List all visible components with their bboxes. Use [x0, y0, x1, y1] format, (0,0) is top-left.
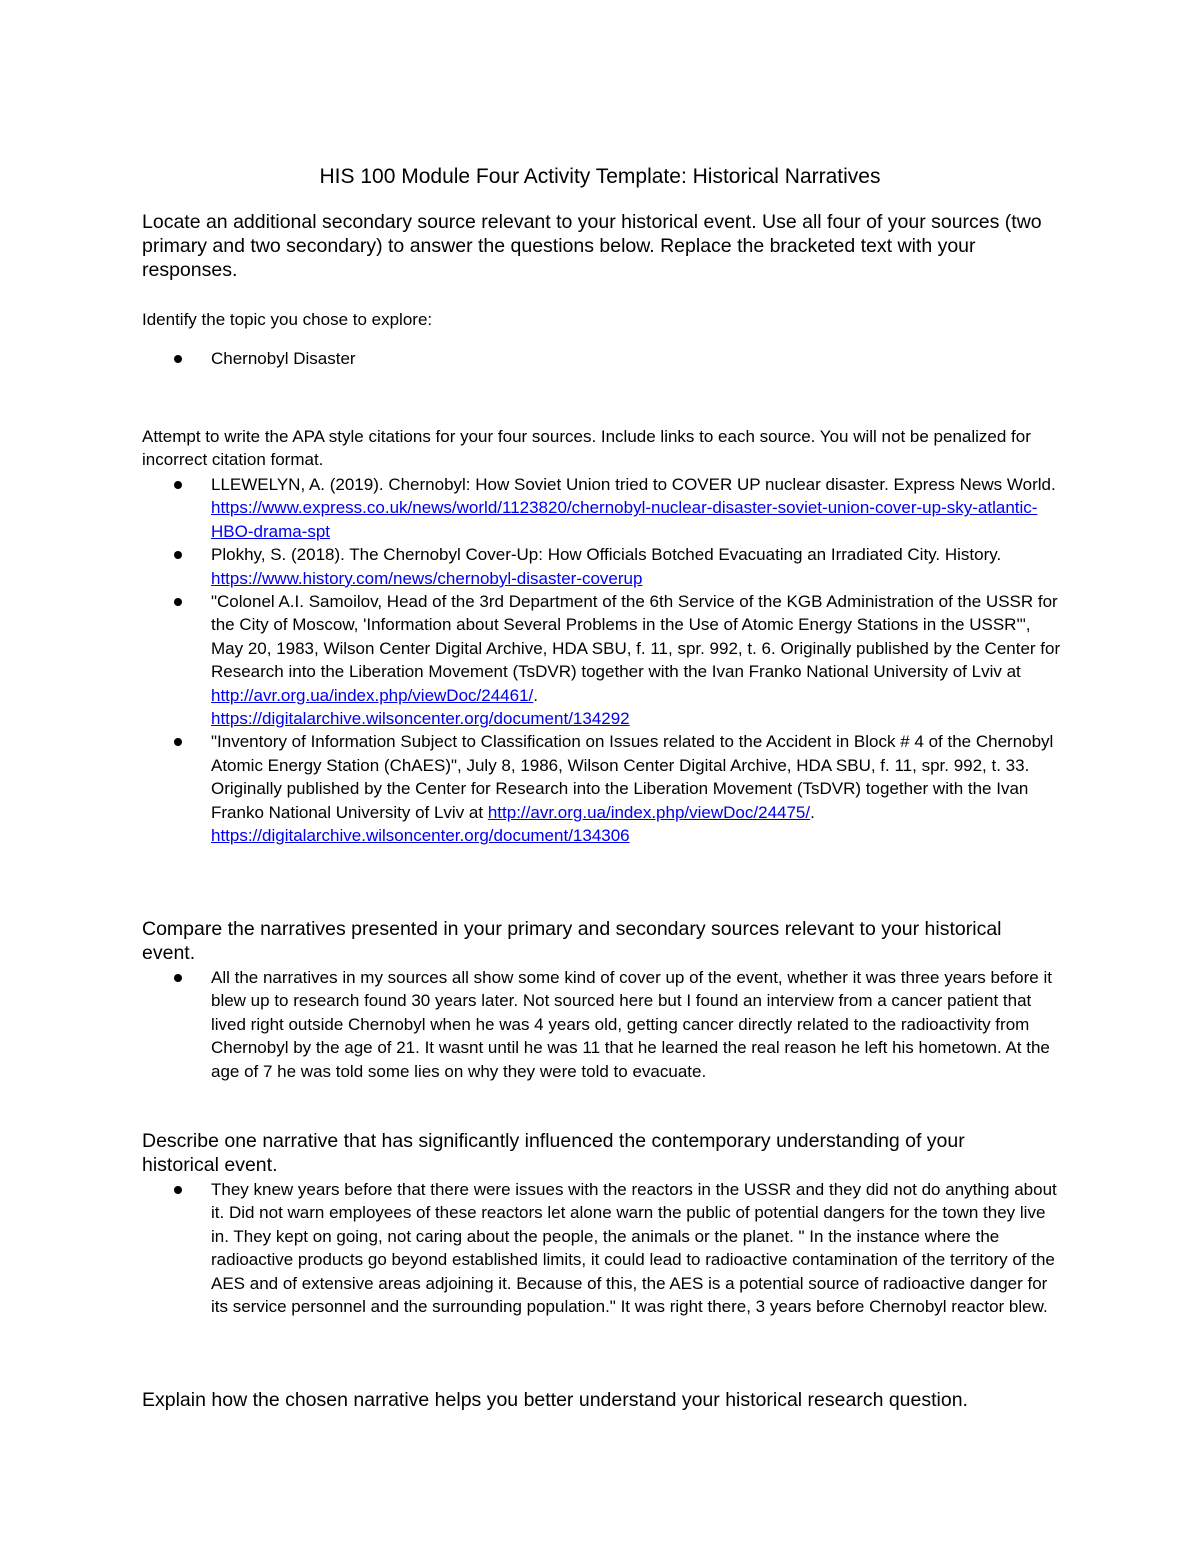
question-compare: Compare the narratives presented in your primary and secondary sources relevant to your historical event.	[142, 918, 1002, 964]
bullet-icon	[174, 598, 182, 606]
citation-text: "Colonel A.I. Samoilov, Head of the 3rd Department of the 6th Service of the KGB Administration of the USSR for the City of Moscow, 'Information about Several Problems in the Use of Atomic Energy Stations in the USSR'", May 20, 1983, Wilson Center Digital Archive, HDA SBU, f. 11, spr. 992, t. 6. Originally published by the Center for Research into the Liberation Movement (TsDVR) together with the Ivan Franko National University of Lviv at	[211, 592, 1061, 682]
citation-text: LLEWELYN, A. (2019). Chernobyl: How Soviet Union tried to COVER UP nuclear disaster. Express News World.	[211, 475, 1056, 494]
citation-link[interactable]: https://digitalarchive.wilsoncenter.org/document/134292	[211, 709, 630, 729]
question-explain: Explain how the chosen narrative helps you better understand your historical research question.	[142, 1389, 968, 1411]
bullet-icon	[174, 738, 182, 746]
answer-compare: All the narratives in my sources all show some kind of cover up of the event, whether it was three years before it blew up to research found 30 years later. Not sourced here but I found an interview from a cancer patient that lived right outside Chernobyl when he was 4 years old, getting cancer directly related to the radioactivity from Chernobyl by the age of 21. It wasnt until he was 11 that he learned the real reason he left his hometown. At the age of 7 he was told some lies on why they were told to evacuate.	[211, 968, 1052, 1081]
citation-text: Plokhy, S. (2018). The Chernobyl Cover-Up: How Officials Botched Evacuating an Irradiated City. History.	[211, 545, 1002, 565]
citation-item	[0, 730, 1200, 847]
answer-compare-list	[0, 966, 1200, 1083]
topic-label: Identify the topic you chose to explore:	[142, 310, 433, 329]
bullet-icon	[174, 481, 182, 489]
question-describe: Describe one narrative that has significantly influenced the contemporary understanding of your historical event.	[142, 1130, 965, 1176]
list-item	[0, 1178, 1200, 1318]
bullet-icon	[174, 355, 182, 363]
list-item	[0, 966, 1200, 1083]
citation-link[interactable]: https://www.history.com/news/chernobyl-disaster-coverup	[211, 568, 643, 588]
citations-label: Attempt to write the APA style citations for your four sources. Include links to each source. You will not be penalized for incorrect citation format.	[142, 427, 1031, 470]
answer-describe: They knew years before that there were issues with the reactors in the USSR and they did not do anything about it. Did not warn employees of these reactors let alone warn the public of potential dangers for the town they live in. They kept on going, not caring about the people, the animals or the planet. " In the instance where the radioactive products go beyond established limits, it could lead to radioactive contamination of the territory of the AES and of extensive areas adjoining it. Because of this, the AES is a potential source of radioactive danger for its service personnel and the surrounding population." It was right there, 3 years before Chernobyl reactor blew.	[211, 1180, 1057, 1317]
citation-item	[0, 543, 1200, 590]
citation-item	[0, 473, 1200, 543]
link-separator: .	[810, 802, 815, 822]
citation-link[interactable]: http://avr.org.ua/index.php/viewDoc/24475/	[487, 802, 811, 822]
bullet-icon	[174, 974, 182, 982]
intro-paragraph: Locate an additional secondary source relevant to your historical event. Use all four of your sources (two primary and two secondary) to answer the questions below. Replace the bracketed text with your responses.	[142, 211, 1042, 281]
bullet-icon	[174, 1186, 182, 1194]
topic-text: Chernobyl Disaster	[211, 349, 356, 368]
link-separator: .	[533, 685, 538, 705]
citation-list	[0, 473, 1200, 848]
citation-link[interactable]: https://digitalarchive.wilsoncenter.org/document/134306	[211, 826, 630, 846]
citation-link[interactable]: http://avr.org.ua/index.php/viewDoc/24461/	[211, 685, 534, 705]
bullet-icon	[174, 551, 182, 559]
citation-item	[0, 590, 1200, 730]
topic-list	[0, 347, 1200, 370]
list-item	[0, 347, 1200, 370]
document-title: HIS 100 Module Four Activity Template: Historical Narratives	[319, 165, 881, 188]
citation-link[interactable]: https://www.express.co.uk/news/world/1123820/chernobyl-nuclear-disaster-soviet-union-cover-up-sky-atlantic-HBO-drama-spt	[211, 498, 1038, 541]
citation-text: "Inventory of Information Subject to Classification on Issues related to the Accident in Block # 4 of the Chernobyl Atomic Energy Station (ChAES)", July 8, 1986, Wilson Center Digital Archive, HDA SBU, f. 11, spr. 992, t. 33. Originally published by the Center for Research into the Liberation Movement (TsDVR) together with the Ivan Franko National University of Lviv at	[211, 732, 1054, 822]
answer-describe-list	[0, 1178, 1200, 1318]
